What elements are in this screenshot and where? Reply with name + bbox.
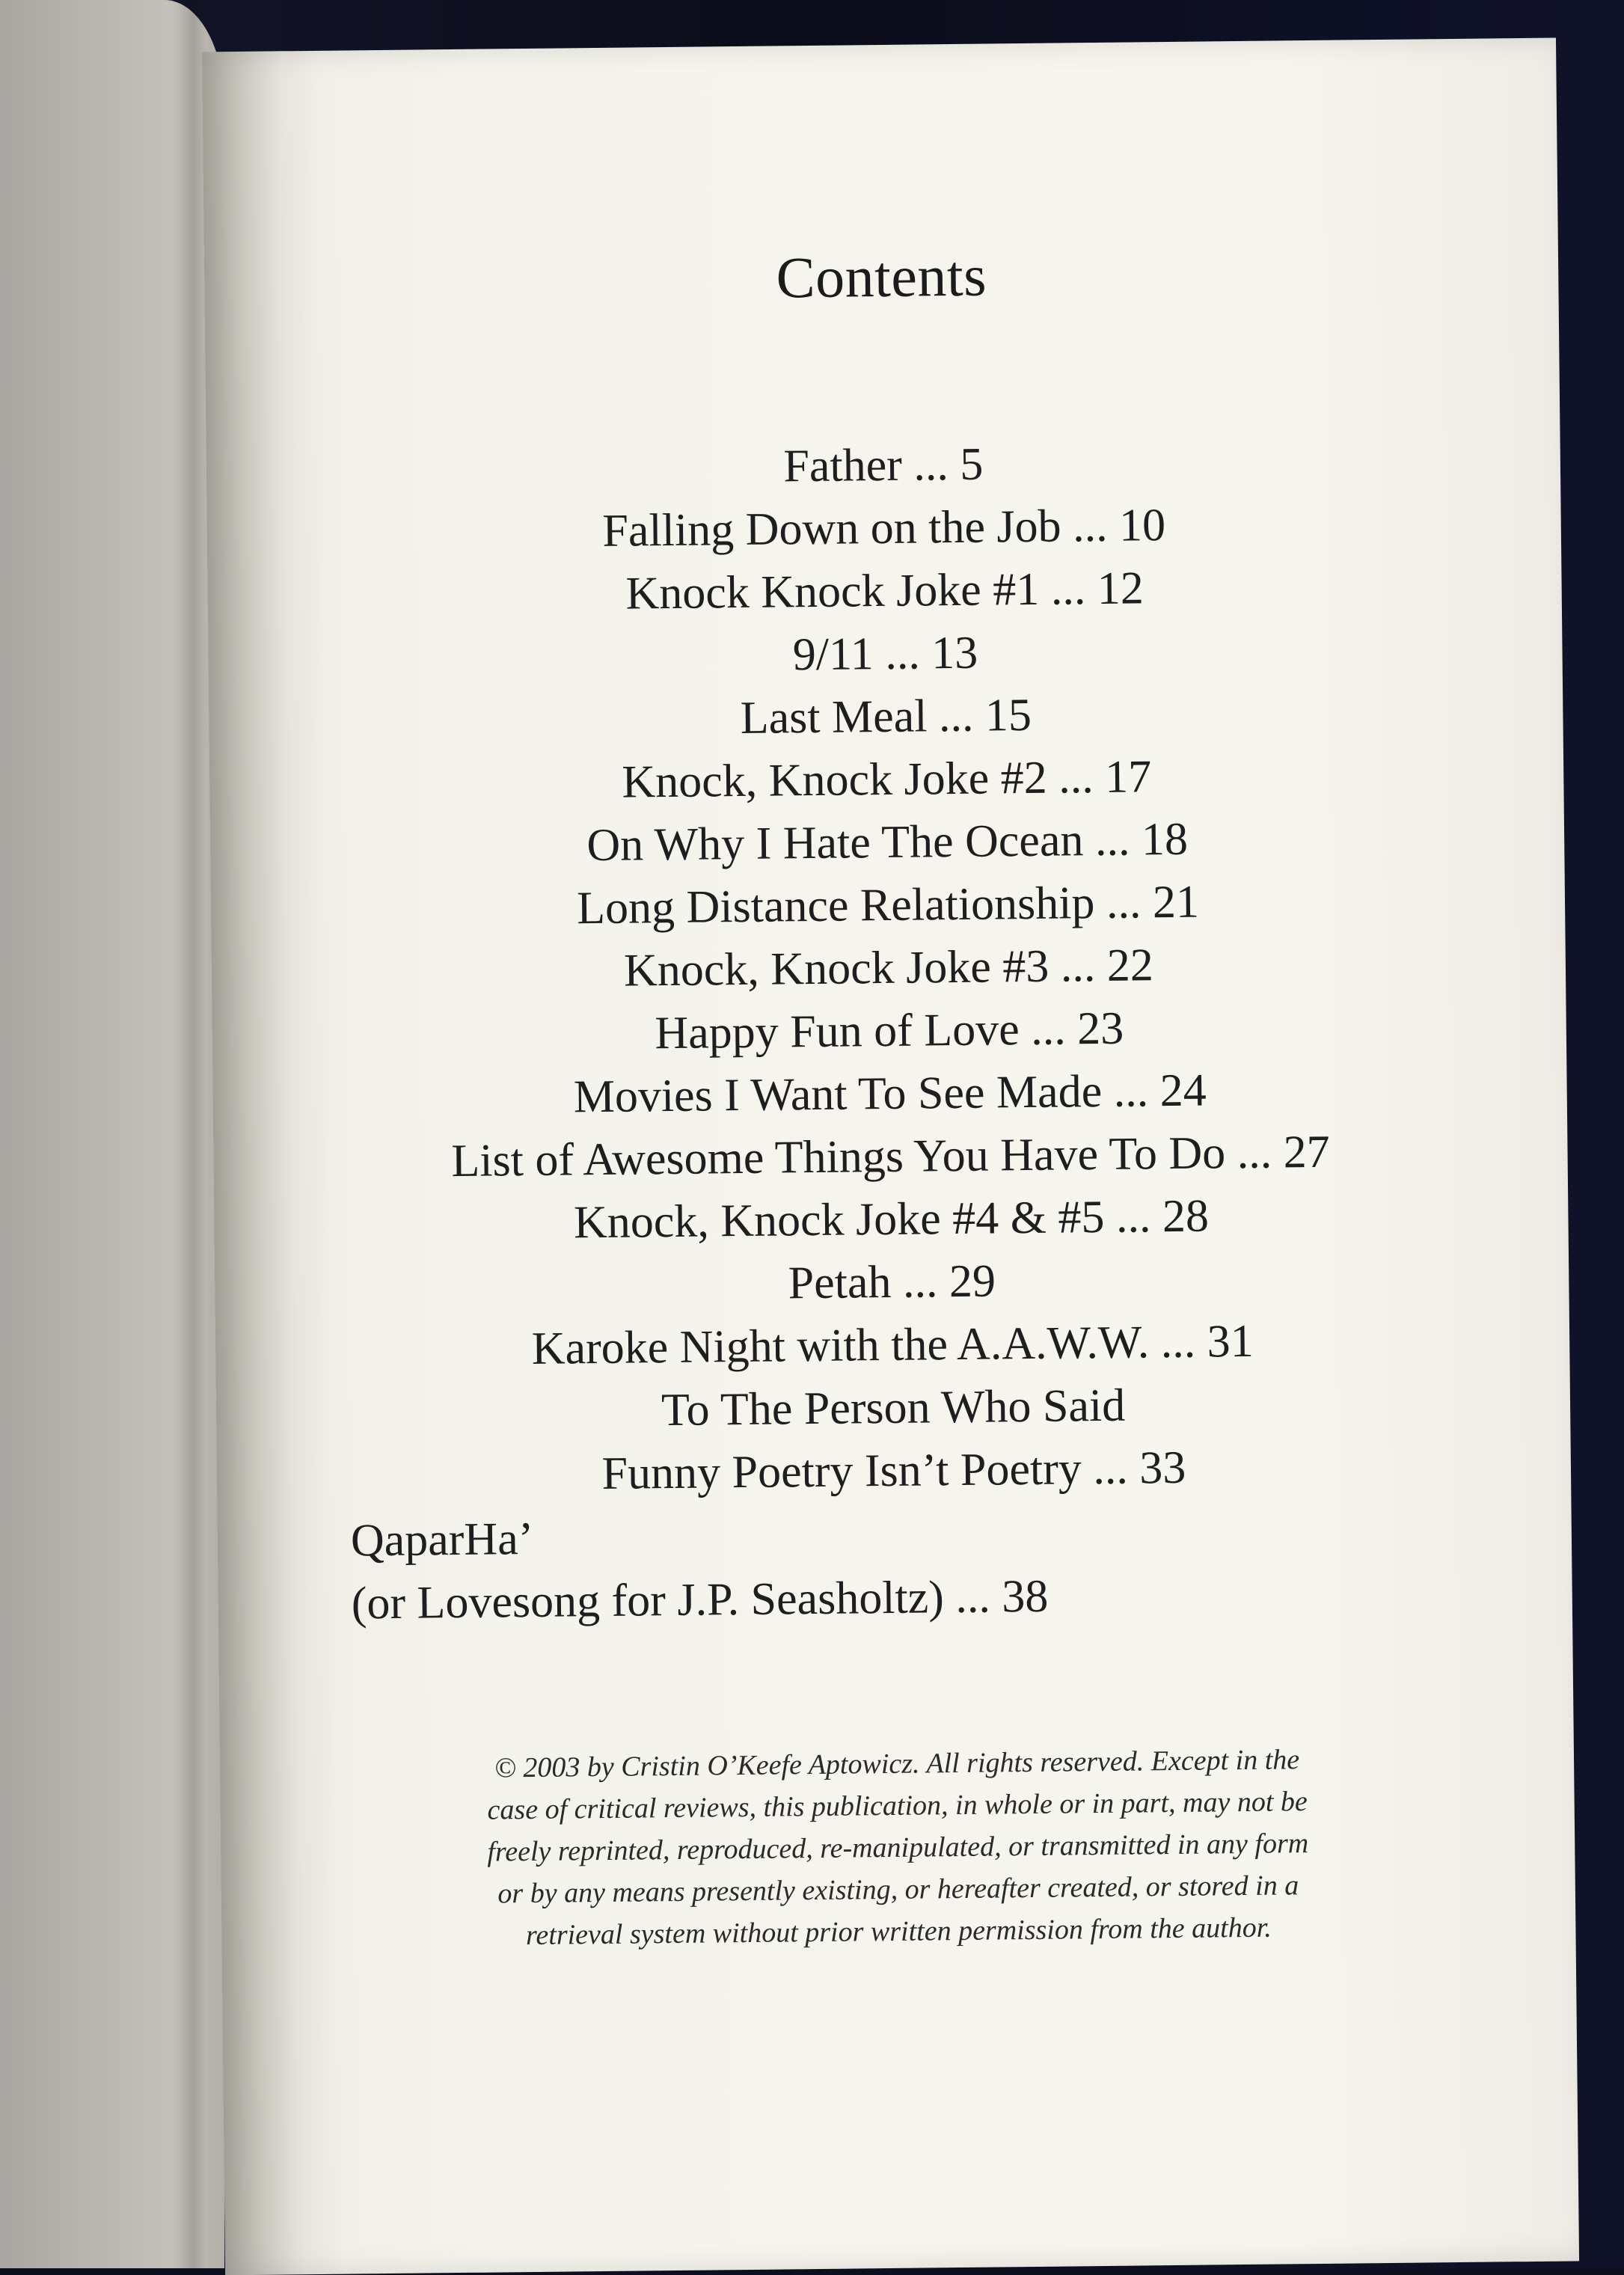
toc-entry: Knock, Knock Joke #3 ... 22 <box>623 940 1154 996</box>
contents-page <box>202 38 1579 2275</box>
toc-entry: Knock, Knock Joke #4 & #5 ... 28 <box>573 1190 1210 1249</box>
copyright-line: retrieval system without prior written permission from the author. <box>525 1911 1272 1952</box>
toc-entry: Falling Down on the Job ... 10 <box>602 500 1166 557</box>
toc-entry: On Why I Hate The Ocean ... 18 <box>586 813 1189 872</box>
toc-entry: Happy Fun of Love ... 23 <box>655 1002 1124 1059</box>
toc-entry: Long Distance Relationship ... 21 <box>576 876 1200 934</box>
copyright-line: freely reprinted, reproduced, re-manipulated, or transmitted in any form <box>487 1828 1309 1868</box>
toc-entry: To The Person Who Said <box>661 1380 1126 1436</box>
toc-entry: Petah ... 29 <box>788 1255 996 1309</box>
copyright-line: © 2003 by Cristin O’Keefe Aptowicz. All rights reserved. Except in the <box>494 1744 1300 1784</box>
toc-entry: List of Awesome Things You Have To Do ... 27 <box>451 1126 1331 1187</box>
copyright-notice <box>220 1736 1576 1959</box>
toc-entry: Last Meal ... 15 <box>740 689 1032 744</box>
page-title: Contents <box>776 242 987 310</box>
toc-entry: Funny Poetry Isn’t Poetry ... 33 <box>601 1442 1186 1499</box>
toc-entry: Knock, Knock Joke #2 ... 17 <box>622 751 1152 808</box>
toc-entry: Knock Knock Joke #1 ... 12 <box>625 563 1145 619</box>
toc-entry: (or Lovesong for J.P. Seasholtz) ... 38 <box>351 1570 1049 1629</box>
toc-entry: QaparHa’ <box>350 1513 534 1567</box>
toc-entry: Karoke Night with the A.A.W.W. ... 31 <box>531 1315 1254 1374</box>
copyright-line: case of critical reviews, this publication, in whole or in part, may not be <box>487 1786 1308 1826</box>
toc-entry: Movies I Want To See Made ... 24 <box>573 1065 1207 1123</box>
toc-left-entry <box>350 1502 1048 1635</box>
toc-entry: 9/11 ... 13 <box>792 627 978 681</box>
table-of-contents <box>206 426 1571 1509</box>
toc-entry: Father ... 5 <box>783 438 984 492</box>
copyright-line: or by any means presently existing, or hereafter created, or stored in a <box>497 1870 1299 1910</box>
page-fold-shadow <box>176 0 206 2268</box>
